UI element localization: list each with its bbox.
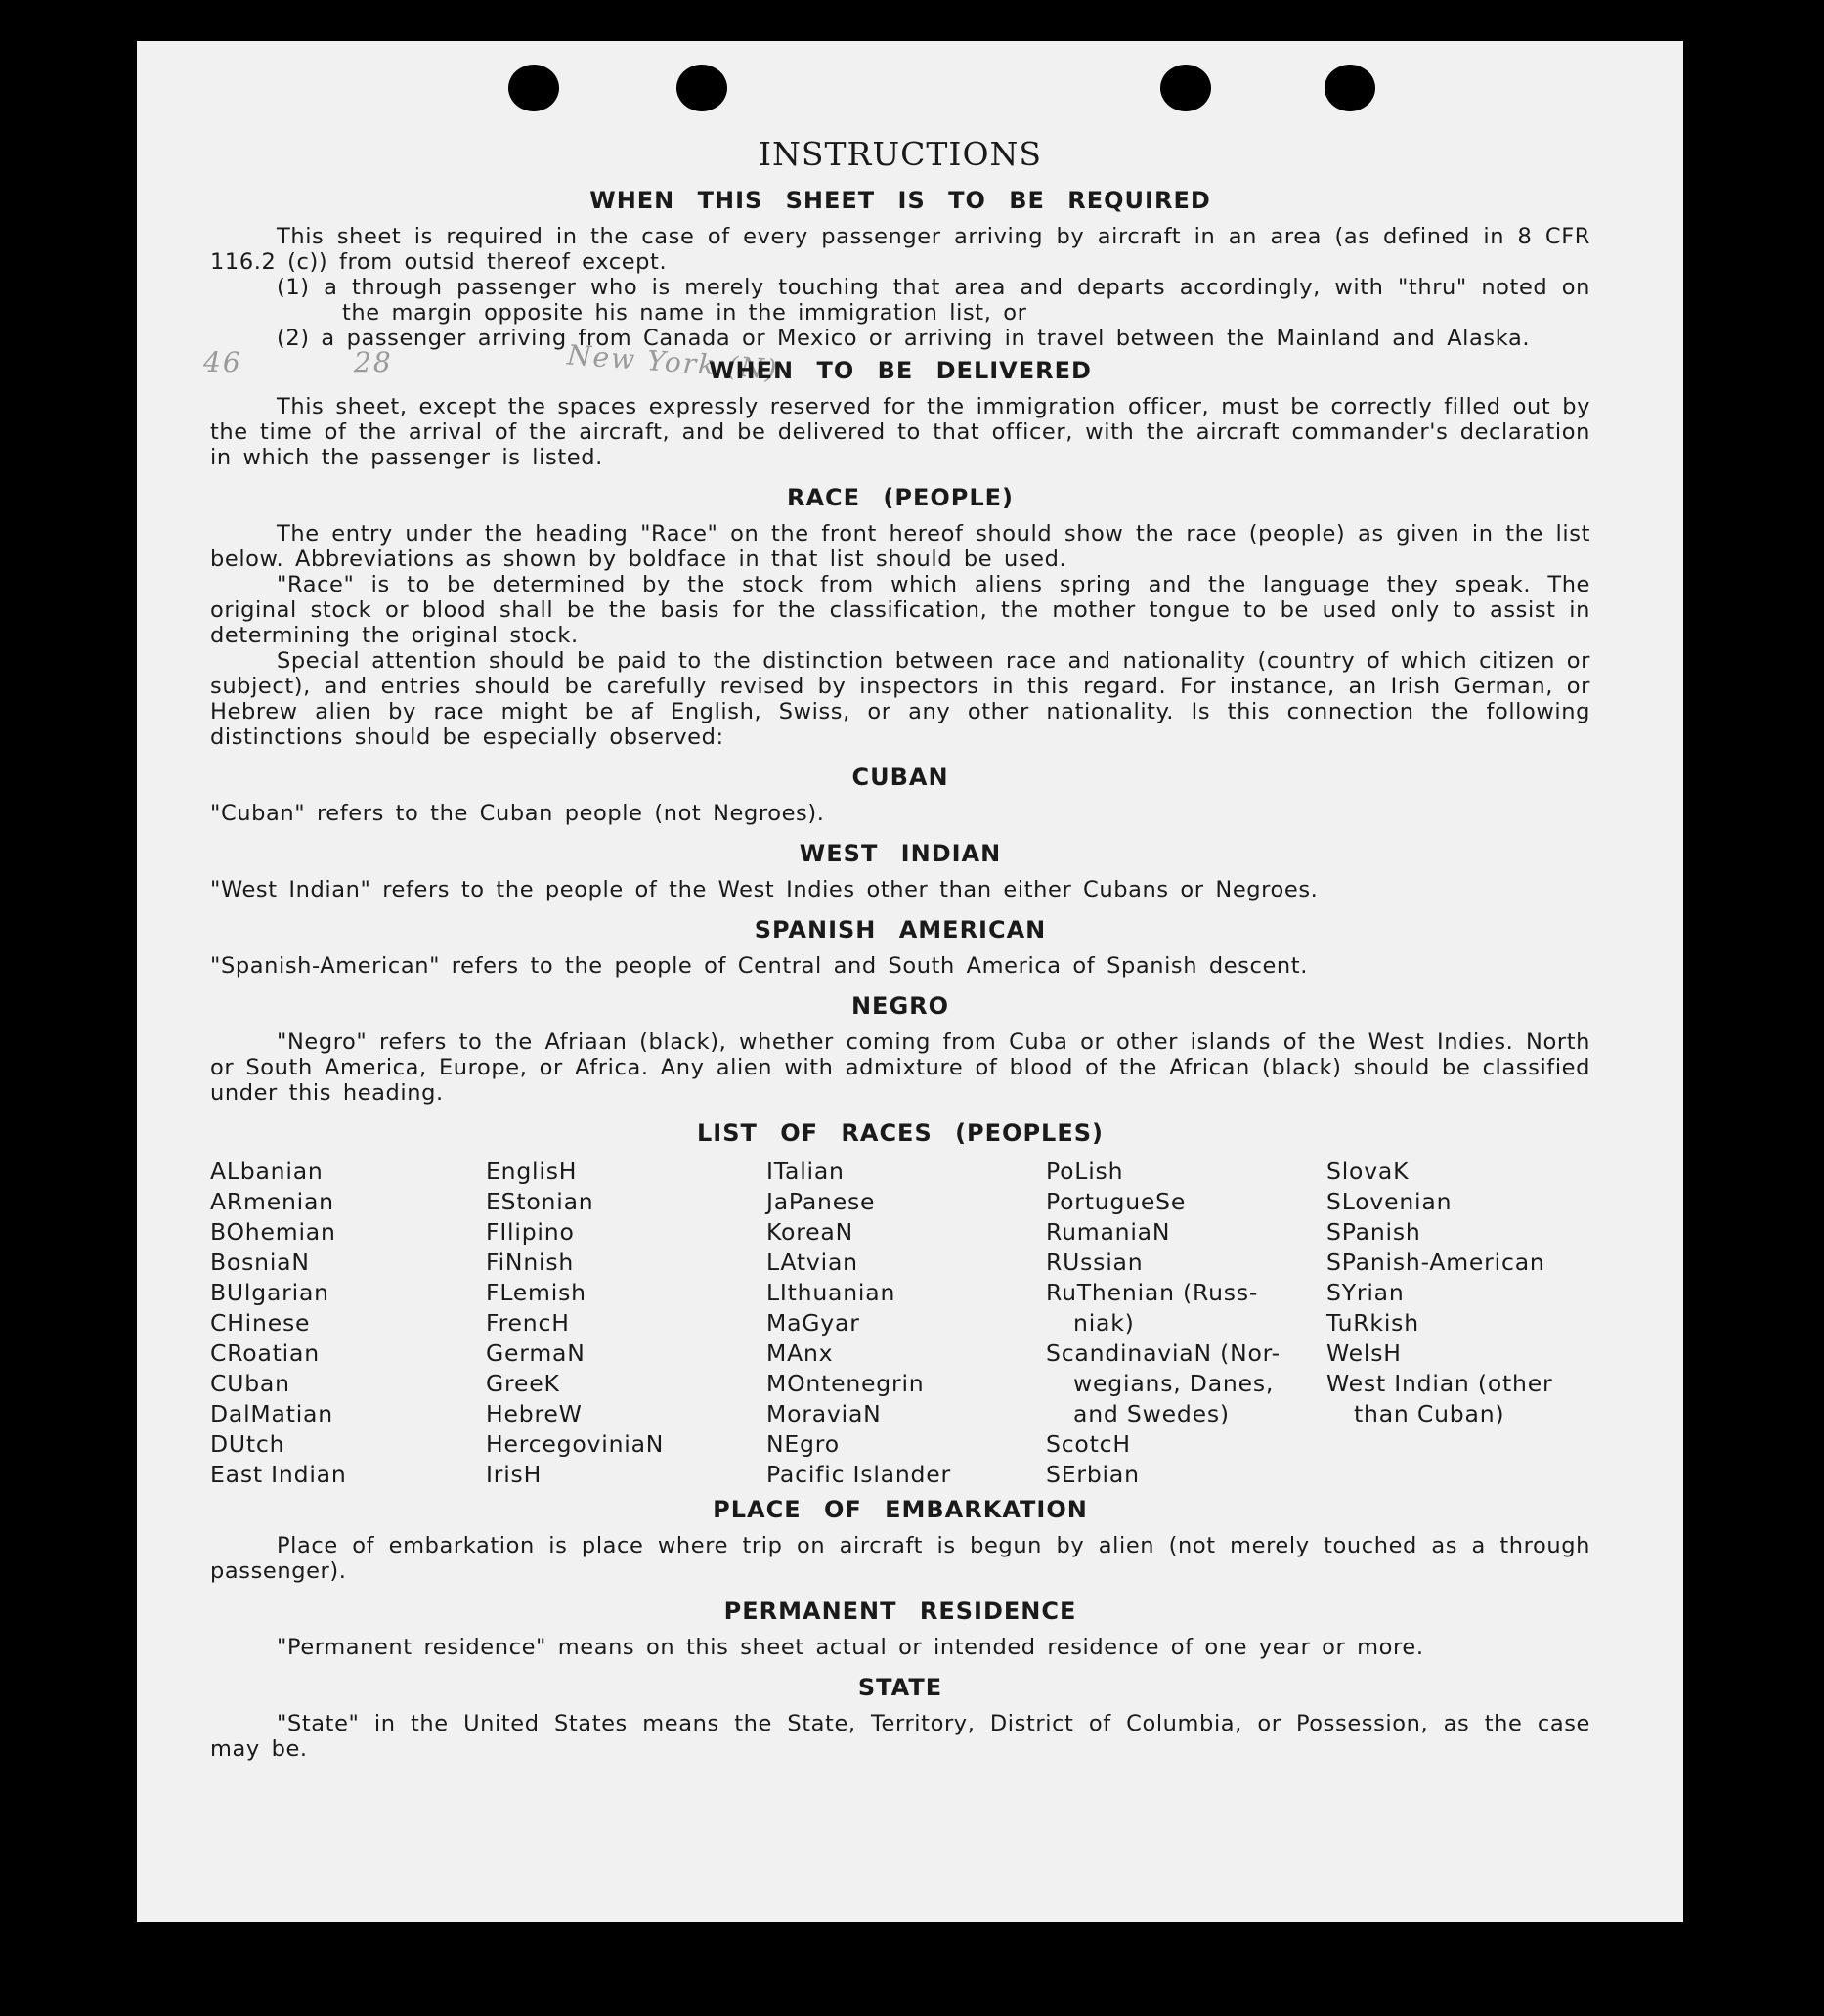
race-entry: DUtch <box>210 1430 285 1458</box>
race-entry: RUssian <box>1046 1249 1144 1276</box>
race-entry: CRoatian <box>210 1339 320 1367</box>
paragraph-race-2: "Race" is to be determined by the stock from which aliens spring and the language they speak. The original stock or blood shall be the basis for the classification, the mother tongue to be used only to assist in determining the original stock. <box>210 572 1590 648</box>
race-entry: GreeK <box>486 1370 560 1397</box>
race-entry: JaPanese <box>766 1188 876 1215</box>
page-title: INSTRUCTIONS <box>758 135 1043 173</box>
handwritten-note-right: New York (N) <box>566 338 780 386</box>
exception-item-2: (2) a passenger arriving from Canada or Mexico or arriving in travel between the Mainland and Alaska. <box>277 326 1531 351</box>
races-column <box>1046 1157 1326 1490</box>
race-entry: East Indian <box>210 1461 347 1488</box>
instructions-content <box>210 135 1590 1762</box>
heading-list-of-races: LIST OF RACES (PEOPLES) <box>697 1119 1104 1147</box>
heading-state: STATE <box>857 1674 943 1701</box>
race-entry: Pacific Islander <box>766 1461 951 1488</box>
paragraph-state: "State" in the United States means the State, Territory, District of Columbia, or Possession, as the case may be. <box>210 1711 1590 1762</box>
heading-permanent-residence: PERMANENT RESIDENCE <box>723 1598 1077 1625</box>
races-list <box>210 1157 1590 1490</box>
race-entry: CUban <box>210 1370 290 1397</box>
race-entry: ITalian <box>766 1158 845 1185</box>
paragraph-when-delivered: This sheet, except the spaces expressly reserved for the immigration officer, must be correctly filled out by the time of the arrival of the aircraft, and be delivered to that officer, with the aircraft commander's declaration in which the passenger is listed. <box>210 394 1590 470</box>
race-entry: BUlgarian <box>210 1279 329 1306</box>
punch-hole <box>1160 65 1211 111</box>
race-entry: HercegoviniaN <box>486 1430 665 1458</box>
race-entry: FLemish <box>486 1279 586 1306</box>
race-entry: niak) <box>1073 1309 1135 1337</box>
paragraph-west-indian: "West Indian" refers to the people of the West Indies other than either Cubans or Negroes. <box>210 877 1319 902</box>
race-entry: SErbian <box>1046 1461 1140 1488</box>
heading-place-of-embarkation: PLACE OF EMBARKATION <box>713 1496 1088 1523</box>
handwritten-note-middle: 28 <box>354 346 393 378</box>
race-entry: ALbanian <box>210 1158 324 1185</box>
race-entry: MoraviaN <box>766 1400 882 1427</box>
race-entry: FrencH <box>486 1309 570 1337</box>
race-entry: SYrian <box>1326 1279 1405 1306</box>
race-entry: ScotcH <box>1046 1430 1131 1458</box>
races-column <box>486 1157 766 1490</box>
paragraph-spanish-american: "Spanish-American" refers to the people of Central and South America of Spanish descent. <box>210 953 1308 979</box>
race-entry: IrisH <box>486 1461 543 1488</box>
paragraph-negro: "Negro" refers to the Afriaan (black), whether coming from Cuba or other islands of the West Indies. North or South America, Europe, or Africa. Any alien with admixture of blood of the African (black) should be classified under this heading. <box>210 1030 1590 1106</box>
race-entry: West Indian (other <box>1326 1370 1553 1397</box>
race-entry: CHinese <box>210 1309 311 1337</box>
race-entry: EStonian <box>486 1188 594 1215</box>
document-sheet <box>137 41 1683 1922</box>
heading-west-indian: WEST INDIAN <box>799 840 1002 867</box>
race-entry: LAtvian <box>766 1249 858 1276</box>
race-entry: ScandinaviaN (Nor- <box>1046 1339 1281 1367</box>
race-entry: SlovaK <box>1326 1158 1410 1185</box>
race-entry: NEgro <box>766 1430 840 1458</box>
race-entry: GermaN <box>486 1339 586 1367</box>
paragraph-race-3: Special attention should be paid to the distinction between race and nationality (country of which citizen or subject), and entries should be carefully revised by inspectors in this regard. For instance, an Irish German, or Hebrew alien by race might be af English, Swiss, or any other nationality. Is this connection the following distinctions should be especially observed: <box>210 648 1590 750</box>
race-entry: PortugueSe <box>1046 1188 1187 1215</box>
race-entry: LIthuanian <box>766 1279 896 1306</box>
race-entry: RumaniaN <box>1046 1218 1171 1246</box>
heading-negro: NEGRO <box>850 992 950 1020</box>
race-entry: ARmenian <box>210 1188 334 1215</box>
races-column <box>210 1157 486 1490</box>
race-entry: TuRkish <box>1326 1309 1419 1337</box>
punch-hole <box>508 65 559 111</box>
paragraph-cuban: "Cuban" refers to the Cuban people (not Negroes). <box>210 801 825 826</box>
paragraph-race-1: The entry under the heading "Race" on the front hereof should show the race (people) as given in the list below. Abbreviations as shown by boldface in that list should be used. <box>210 521 1590 572</box>
punch-hole <box>676 65 727 111</box>
race-entry: SLovenian <box>1326 1188 1453 1215</box>
race-entry: SPanish <box>1326 1218 1421 1246</box>
race-entry: MAnx <box>766 1339 834 1367</box>
race-entry: MaGyar <box>766 1309 860 1337</box>
races-column <box>1326 1157 1590 1490</box>
paragraph-embarkation: Place of embarkation is place where trip on aircraft is begun by alien (not merely touched as a through passenger). <box>210 1533 1590 1584</box>
race-entry: wegians, Danes, <box>1073 1370 1275 1397</box>
race-entry: BosniaN <box>210 1249 310 1276</box>
race-entry: PoLish <box>1046 1158 1124 1185</box>
paragraph-when-required: This sheet is required in the case of every passenger arriving by aircraft in an area (as defined in 8 CFR 116.2 (c)) from outsid thereof except. <box>210 224 1590 275</box>
race-entry: FIlipino <box>486 1218 575 1246</box>
race-entry: FiNnish <box>486 1249 575 1276</box>
race-entry: and Swedes) <box>1073 1400 1230 1427</box>
heading-race: RACE (PEOPLE) <box>786 484 1015 511</box>
heading-cuban: CUBAN <box>851 764 949 791</box>
race-entry: WelsH <box>1326 1339 1402 1367</box>
race-entry: SPanish-American <box>1326 1249 1545 1276</box>
race-entry: BOhemian <box>210 1218 336 1246</box>
race-entry: EnglisH <box>486 1158 578 1185</box>
race-entry: than Cuban) <box>1354 1400 1505 1427</box>
punch-hole <box>1325 65 1375 111</box>
heading-when-required: WHEN THIS SHEET IS TO BE REQUIRED <box>589 187 1211 214</box>
exception-item-1: (1) a through passenger who is merely touching that area and departs accordingly, with "thru" noted on the margin opposite his name in the immigration list, or <box>277 275 1590 326</box>
race-entry: KoreaN <box>766 1218 854 1246</box>
paragraph-permanent-residence: "Permanent residence" means on this sheet actual or intended residence of one year or more. <box>277 1635 1424 1660</box>
race-entry: RuThenian (Russ- <box>1046 1279 1259 1306</box>
race-entry: DalMatian <box>210 1400 333 1427</box>
race-entry: HebreW <box>486 1400 583 1427</box>
races-column <box>766 1157 1046 1490</box>
heading-spanish-american: SPANISH AMERICAN <box>754 916 1047 943</box>
handwritten-note-left: 46 <box>203 346 242 378</box>
race-entry: MOntenegrin <box>766 1370 925 1397</box>
heading-when-delivered: WHEN TO BE DELIVERED <box>709 357 1092 384</box>
